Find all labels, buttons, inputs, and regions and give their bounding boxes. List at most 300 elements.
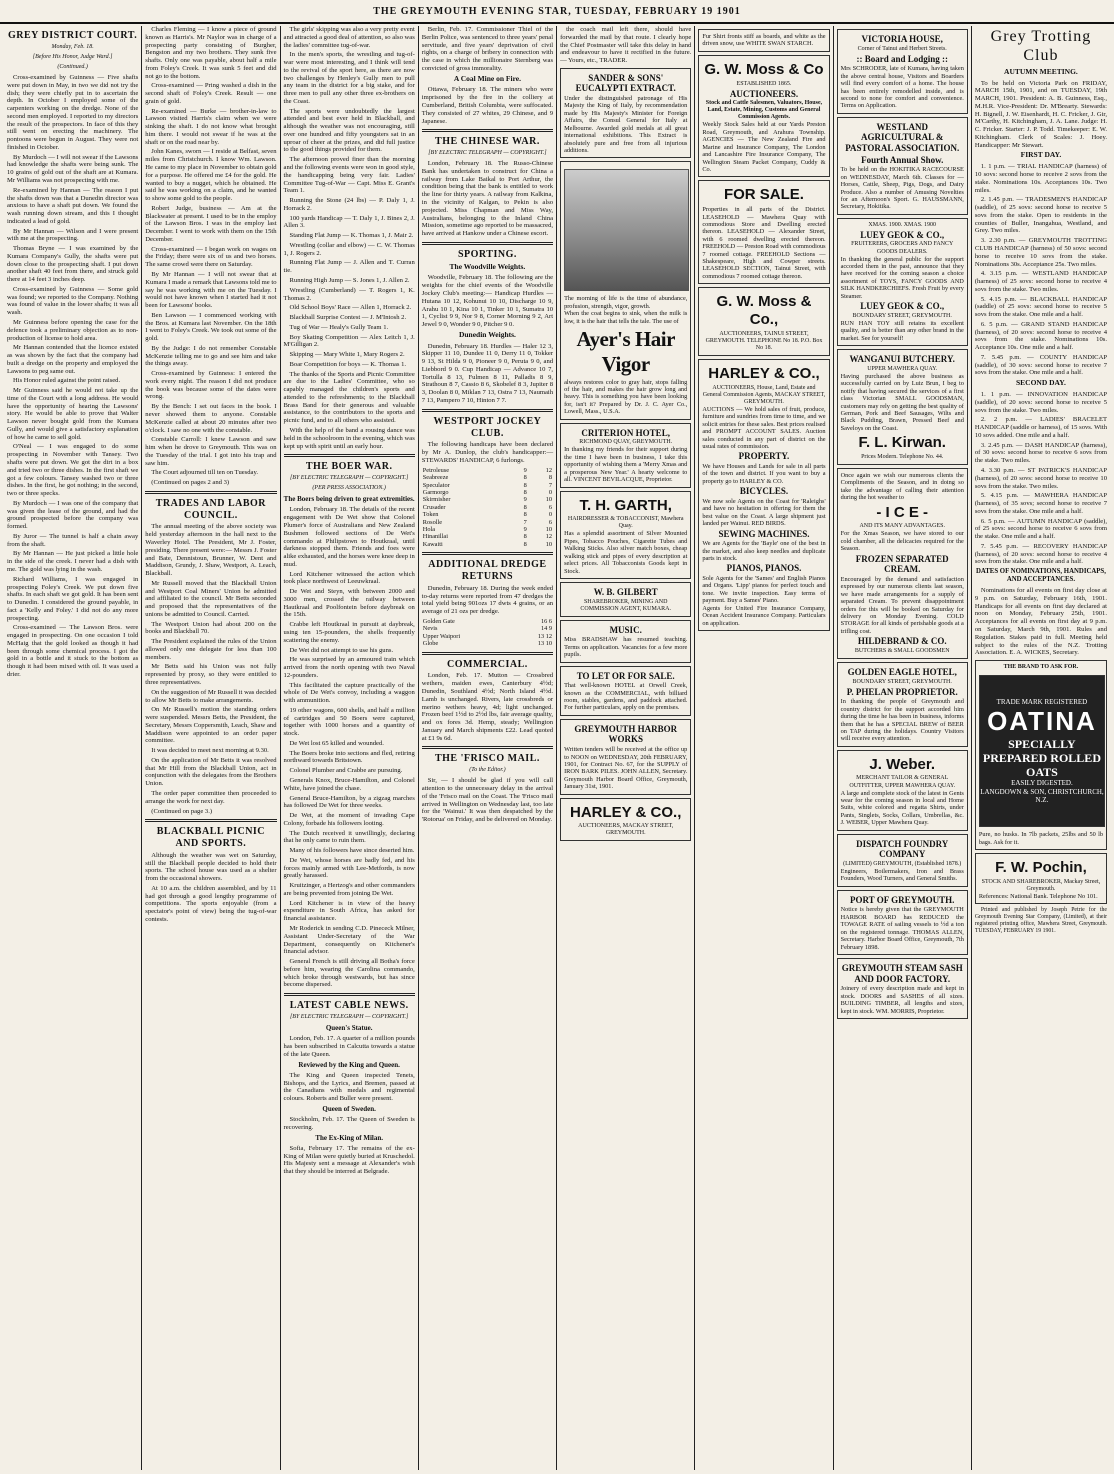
paragraph: The afternoon proved finer than the morning and the following events were won in good style, the handicapping being very fair. Ladies' Committee Tug-of-War — Capt. Miss E. Grant's Team 1. xyxy=(283,156,415,195)
table-cell: 7 xyxy=(548,481,553,489)
paragraph: Ben Lawson — I commenced working with the Bros. at Kumara last November. On the 18th I went to Foley's Creek. We took out some of the gold. xyxy=(145,311,277,343)
meeting-body: To be held on Victoria Park on FRIDAY, MARCH 15th, 1901, and on TUESDAY, 19th MARCH, 1901. President: A. B. Guinness, Esq., M.H.R. Vice-President: Dr. M'Brearty. Stewards: H. Bignell, J. W. Eisenhardt, H. C. Fricker, J. Gir, M'Carthy, H. Kitchingham, J. A. Lane. Judge: H. C. Fricker. Starter: J. P. Todd. Timekeeper: E. W. Kitchingham. Clerk of Scales: J. Hoey. Handicapper: Mr Stewart. xyxy=(974,79,1107,149)
let-sale-ad xyxy=(560,666,691,716)
paragraph: the coach mail left there, should have forwarded the mail by that route. I clearly hope the Chief Postmaster will take this delay in hand and endeavour to have it rectified in the future. — Yours, etc., TRADER. xyxy=(560,26,692,65)
boer-war-body xyxy=(284,506,415,989)
harley-body: AUCTIONS — We hold sales of fruit, produce, furniture and sundries from time to time, and we solicit entries for these sales. Best prices realised and PROMPT ACCOUNT SALES. Auction sales conducted in any part of district on the usual rates of commission. xyxy=(702,405,826,450)
table-cell: 0 xyxy=(548,488,553,496)
garth-ad xyxy=(560,491,691,579)
moss-2-name: G. W. Moss & Co., xyxy=(716,293,812,328)
table-cell: 8 xyxy=(523,540,527,548)
table-cell: Hinanillai xyxy=(422,533,448,541)
paragraph: This facilitated the capture practically of the whole of De Wet's convoy, including a waggon with ammunition. xyxy=(283,681,415,705)
criterion-ad xyxy=(560,423,691,488)
luey-sub: FRUITERERS, GROCERS AND FANCY GOODS DEALERS. xyxy=(851,241,954,255)
table-row xyxy=(422,533,553,540)
table-cell: Garmorgo xyxy=(422,488,449,496)
boer-war-heading: THE BOER WAR. xyxy=(305,461,393,473)
news-item-body: The King and Queen inspected Tenets, Bishops, and the Lyrics, and Bremen, passed at the Canadians with medals and regimental colours. Roberts and Buller were present. xyxy=(283,1071,415,1103)
column-6 xyxy=(695,26,833,1470)
picnic-heading: BLACKBALL PICNIC AND SPORTS. xyxy=(156,826,266,850)
paragraph: The thanks of the Sports and Picnic Committee are due to the Ladies' Committee, who so capably managed the children's sports and attended to the refreshments; to the Blackball Brass Band for their generous and valuable assistance, to the contributors to the sports and picnic fund, and to all others who assisted. xyxy=(283,370,415,425)
table-cell: Rosolle xyxy=(422,518,443,526)
ice-heading: - I C E - xyxy=(876,503,929,521)
westport-body: The following handicaps have been declared by Mr A. Dunlop, the club's handicapper:— STEWARDS' HANDICAP, 6 furlongs. xyxy=(421,441,554,464)
berlin-body xyxy=(422,26,553,73)
news-item-title: Reviewed by the King and Queen. xyxy=(298,1060,400,1069)
cable-news-source: [BY ELECTRIC TELEGRAPH — COPYRIGHT.] xyxy=(289,1013,409,1020)
paragraph: At 10 a.m. the children assembled, and by 11 had got through a good lengthy programme of competitions. The sports enjoyable (from a spectator's point of view) being the tug-of-war contests. xyxy=(145,884,277,923)
woodville-body: Woodville, February 18. The following are the weights for the chief events of the Woodville Jockey Club's meeting:— Handicap Hurdles — Hutana 10 12, Kohunui 10 10, Discharge 10 9, Arahu 10 1, Kina 10 1, Tinker 10 1, Sumatra 10 1, Cyclist 9 9, Nor 9 8, Corner Morning 9 2, Art Jewel 9 0, Wonder 9 0, Pitcher 9 0. xyxy=(421,274,554,329)
paragraph: Wrestling (collar and elbow) — C. W. Thomas 1, J. Rogers 2. xyxy=(283,241,415,257)
paragraph: The Boers broke into sections and fled, retiring northward towards Britstown. xyxy=(283,749,415,765)
criterion-sub: RICHMOND QUAY, GREYMOUTH. xyxy=(579,439,673,446)
masthead-title: THE GREYMOUTH EVENING STAR, TUESDAY, FEBRUARY 19 1901 xyxy=(373,5,741,17)
table-cell: 10 xyxy=(545,540,553,548)
paragraph: Lord Kitchener witnessed the action which took place northwest of Leeuwkraal. xyxy=(283,570,415,586)
news-item-body: Stockholm, Feb. 17. The Queen of Sweden is recovering. xyxy=(283,1116,415,1131)
chinese-war-source: [BY ELECTRIC TELEGRAPH — COPYRIGHT.] xyxy=(428,150,547,157)
paragraph: Kruitzinger, a Hertzog's and other commanders are being prevented from joining De Wet. xyxy=(283,882,415,897)
oatina-digest: EASILY DIGESTED. xyxy=(1011,779,1073,788)
westport-heading: WESTPORT JOCKEY CLUB. xyxy=(433,415,542,439)
hildebrand-name: HILDEBRAND & CO. xyxy=(857,636,947,647)
paragraph: By Murdoch — I will not swear if the Lawsons had knowledge the shafts were being sunk. The 10 grains of gold out of the shaft are at Kumara. Mr Williams was not prospecting with me. xyxy=(7,153,139,184)
moss-sub: AUCTIONEERS. xyxy=(729,88,799,99)
paragraph: John Kanes, sworn — I reside at Belfast, seven miles from Christchurch. I know Wm. Lawson. He came to my place in November to obtain gold for a purpose. He offered me £4 for the gold. He wanted to buy a nugget, which he obtained. He said he was working on a claim, and he wanted to show some gold to the people. xyxy=(145,148,277,203)
table-cell: 8 xyxy=(523,533,527,541)
column-2 xyxy=(142,26,280,1470)
table-row xyxy=(422,511,553,518)
paragraph: Lord Kitchener is in view of the heavy expenditure in South Africa, has asked for financial assistance. xyxy=(283,899,415,923)
table-cell: Nevis xyxy=(422,625,438,633)
frisco-sub: (To the Editor.) xyxy=(469,767,506,774)
table-cell: 10 xyxy=(545,496,553,504)
paragraph: By the Judge: I do not remember Constable McKenzie telling me to go and see him and take the things away. xyxy=(145,344,277,368)
starch-body: Fur Shirt fronts stiff as boards, and white as the driven snow, use WHITE SWAN STARCH. xyxy=(702,33,826,48)
dredge-table xyxy=(422,618,553,648)
table-cell: 8 xyxy=(523,511,527,519)
sanders-heading: SANDER & SONS' EUCALYPTI EXTRACT. xyxy=(575,72,676,94)
golden-eagle-sub: BOUNDARY STREET, GREYMOUTH. xyxy=(852,678,952,685)
table-row xyxy=(422,504,553,511)
ice-body: For the Xmas Season, we have stored to our cold chamber, all the delicacies required for the Season. xyxy=(840,530,964,553)
table-cell: 10 xyxy=(545,526,553,534)
luey-2-name: LUEY GEOK & CO., xyxy=(860,301,945,312)
luey-2-body: RUN HAN TOY still retains its excellent quality, and is better than any other brand in the market. See for yourself! xyxy=(840,319,964,342)
westland-heading: WESTLAND AGRICULTURAL & PASTORAL ASSOCIATION. xyxy=(845,121,960,154)
oatina-ad xyxy=(975,660,1107,850)
paragraph: On the application of Mr Betts it was resolved that Mr Hill from the Blackball Union, act in conjunction with the delegates from the Brothers Union. xyxy=(145,756,277,788)
cream-heading: FROZEN SEPARATED CREAM. xyxy=(855,553,949,575)
paragraph: The order paper committee then proceeded to arrange the work for next day. xyxy=(145,789,277,805)
trades-body xyxy=(145,523,276,815)
woodville-heading: The Woodville Weights. xyxy=(449,261,526,271)
bicycles-body: We now sole Agents on the Coast for 'Raleighs' and have no hesitation in offering for them the best value on the Coast. A large shipment just landed per Wainui. RED BIRDS. xyxy=(702,497,826,528)
dunedin-body: Dunedin, February 18. Hurdles — Haler 12 3, Skipper 11 10, Dundee 11 0, Derry 11 0, Tokker 9 13, St Hilda 9 0, Pioneer 9 0, Peruta 9 0, and Liebbord 9 0. Cup Handicap — Advance 10 7, Tortulla 8 13, Fulmen 8 11, Palladis 8 9, Strathoun 8 7, Cassio 8 6, Skobelef 8 3, Jupiter 8 3, Doolan 8 0, Miklan 7 13, Ostra 7 13, Naumaih 7 13, Pampero 7 10, Hinton 7 7. xyxy=(421,342,554,404)
kirwan-sub: Prices Modern. Telephone No. 44. xyxy=(861,453,944,460)
paragraph: De Wet, whose horses are badly fed, and his forces mainly armed with Lee-Metfords, is now greatly harassed. xyxy=(283,856,415,880)
moss-2-ad xyxy=(698,287,829,356)
paragraph: Boar Competition for boys — K. Thomas 1. xyxy=(289,360,407,368)
news-item-body: Sofia, February 17. The remains of the ex-King of Milan were quietly buried at Kruschedol. His Majesty sent a message at Alexander's wish that they should be interred at Belgrade. xyxy=(283,1144,415,1176)
dates-heading: DATES OF NOMINATIONS, HANDICAPS, AND ACCEPTANCES. xyxy=(975,568,1106,584)
table-cell: 9 xyxy=(523,526,527,534)
paragraph: By Mr Hannan — Wilson and I were present with me at the prospecting. xyxy=(7,227,139,243)
paragraph: (Continued on page 3.) xyxy=(151,807,213,815)
table-cell: Petroleuse xyxy=(422,466,450,474)
divider xyxy=(422,242,553,245)
paragraph: De Wet, at the moment of invading Cape Colony, forbade his followers looting. xyxy=(283,812,415,827)
paragraph: Thomas Bryne — I was examined by the Kumara Company's Gully, the shafts were put down close to the prospecting shaft. I put down another shaft 40 feet from there, and struck gold there at 14 feet 3 inches deep. xyxy=(7,245,139,284)
paragraph: De Wet and Steyn, with between 2000 and 3000 men, crossed the railway between Hautkraal and Poolfontein before daybreak on the 15th. xyxy=(283,588,415,619)
paragraph: Constable Carroll: I knew Lawson and saw him when he drove to Greymouth. This was on the Tuesday of the trial. I got into his trap and saw him. xyxy=(145,436,277,467)
paragraph: 5. 4.15 p.m. — BLACKBALL HANDICAP (saddle) of 25 sovs: second horse to receive 5 sovs from the stake. One mile and a half. xyxy=(974,295,1107,319)
divider xyxy=(422,746,553,749)
paragraph: 100 yards Handicap — T. Daly 1, J. Bines 2, J. Allen 3. xyxy=(283,214,415,230)
ayer-intro: When the coat begins to sink, when the milk is low, it is the hair that tells the tale. The use of xyxy=(564,310,688,325)
paragraph: It was decided to meet next morning at 9.30. xyxy=(151,747,269,755)
dates-body: Nominations for all events on first day close at 9 p.m. on Saturday, February 16th, 1901. Handicaps for all events on first day declared at noon on Monday, February 25th, 1901. Acceptances for all events on first day at 9 p.m. on Saturday, March 9th, 1901. Rules and Regulation. Stakes paid in full. Meeting held subject to the rules of the N.Z. Trotting Association. E. A. WICKES, Secretary. xyxy=(974,587,1107,657)
paragraph: London, February 18. The details of the recent engagement with De Wet show that Colonel Plumer's force of Australians and New Zealand Bushmen followed sections of De Wet's commando at Philipstown to Houtkraal, until darkness stopped them. Friends and foes were alike exhausted, and the horses were knee deep in mud. xyxy=(283,506,415,568)
paragraph: Running High Jump — S. Jones 1, J. Allen 2. xyxy=(289,276,410,284)
table-row xyxy=(422,625,553,632)
news-item-body: London, Feb. 17. A quarter of a million pounds has been subscribed in Calcutta towards a statue of the late Queen. xyxy=(283,1035,415,1058)
for-sale-ad xyxy=(698,180,829,284)
table-cell: Upper Waipori xyxy=(422,632,461,640)
cream-body: Encouraged by the demand and satisfaction expressed by our numerous clients last season, we have made arrangements for a supply of separated Cream. To prevent disappointment orders for this will be booked on Saturday for delivery on Monday Evening. COLD STORAGE for all kinds of perishable goods at a trifling cost. xyxy=(840,575,964,635)
paragraph: 19 other wagons, 600 shells, and half a million of cartridges and 50 Boers were captured, together with 1000 horses and a quantity of stock. xyxy=(283,706,415,738)
first-day-events xyxy=(975,163,1107,377)
starch-ad xyxy=(698,29,829,52)
paragraph: Old School Boys' Race — Allen 1, Horrack 2. xyxy=(289,304,412,312)
table-cell: 8 xyxy=(523,503,527,511)
paragraph: His Honor ruled against the point raised. xyxy=(13,377,121,385)
divider xyxy=(422,552,553,555)
paragraph: Charles Fleming — I know a piece of ground known as Harris's. Mr Naylor was in charge of a prospecting party consisting of Burgher, Bengston and my two brothers. They sunk five shafts. Only one was payable, about half a mile from Foley's Creek. It was sunk 5 feet and did not go to the bottom. xyxy=(145,26,277,80)
paragraph: The President explained the rules of the Union allowed only one delegate for less than 100 members. xyxy=(145,638,277,661)
oatina-logo xyxy=(979,675,1105,827)
news-item-title: Queen of Sweden. xyxy=(322,1104,376,1113)
table-cell: 6 xyxy=(548,518,553,526)
table-cell: Speculator xyxy=(422,481,450,489)
second-day-heading: SECOND DAY. xyxy=(1015,378,1066,388)
table-cell: 14 9 xyxy=(541,625,553,633)
paragraph: Standing Flat Jump — K. Thomas 1, J. Mair 2. xyxy=(289,232,414,240)
table-cell: 8 xyxy=(523,481,527,489)
paragraph: Mr Hannan contended that the licence existed as was shown by the fact that the company had built a dredge on the property and employed the Lawsons to peg same out. xyxy=(7,344,139,375)
weber-ad xyxy=(837,750,968,831)
paragraph: De Wet lost 65 killed and wounded. xyxy=(289,739,384,747)
pianos-heading: PIANOS, PIANOS. xyxy=(726,563,802,574)
paragraph: Mr Betts said his Union was not fully represented by proxy, so they were entitled to three representatives. xyxy=(145,663,277,687)
morris-heading: GREYMOUTH STEAM SASH AND DOOR FACTORY. xyxy=(841,963,963,984)
second-day-events xyxy=(975,391,1107,566)
ice-intro: Once again we wish our numerous clients the Compliments of the Season, and in doing so take the advantage of calling their attention during the hot weather to xyxy=(840,471,964,502)
pochin-name: F. W. Pochin, xyxy=(995,859,1087,876)
column-4 xyxy=(419,26,557,1470)
news-item-title: The Ex-King of Milan. xyxy=(315,1133,383,1142)
ice-ad xyxy=(837,468,968,659)
moss-ad xyxy=(698,55,829,178)
table-cell: 7 xyxy=(523,518,527,526)
phelan-body: In thanking the people of Greymouth and country district for the support accorded him during the time he has been in business, informs them that he has a SPECIAL BREW of BEER on TAP during the holidays. Country Visitors will receive every attention. xyxy=(840,698,964,743)
for-sale-heading: FOR SALE. xyxy=(723,186,804,204)
table-cell: 8 xyxy=(548,474,553,482)
paragraph: 2. 1.45 p.m. — TRADESMEN'S HANDICAP (saddle), of 25 sovs: second horse to receive 5 sovs from the stake. Open to residents in the counties of Buller, Inangahua, Westland, and Grey. Two miles. xyxy=(974,196,1107,235)
weber-sub: MERCHANT TAILOR & GENERAL OUTFITTER, UPPER MAWHERA QUAY. xyxy=(849,775,956,789)
paragraph: (Continued on pages 2 and 3) xyxy=(151,479,230,487)
victoria-body: Mrs SCHRODER, late of Kumara, having taken the above central house, Visitors and Boarders will find every comfort of a home. The house has been entirely remodelled inside, and is second to none for comfort and convenience. Terms on Application. xyxy=(840,65,964,110)
weber-body: A large and complete stock of the latest in Gents wear for the coming season in local and Home Suits, white colored and regatta Shirts, under Pants, Singlets, Socks, Collars, Umbrellas, &c. J. WEBER, Upper Mawhera Quay. xyxy=(840,789,964,827)
paragraph: 4. 3.30 p.m. — ST PATRICK'S HANDICAP (harness), of 20 sovs: second horse to receive 10 sovs from the stake. Two miles. xyxy=(974,466,1107,490)
table-row xyxy=(422,618,553,625)
weber-name: J. Weber. xyxy=(869,755,936,773)
table-cell: 12 xyxy=(545,466,553,474)
for-sale-body: Properties in all parts of the District. LEASEHOLD — Mawhera Quay with commodious Store and Dwelling erected thereon. LEASEHOLD — Alexander Street, with 6 roomed dwelling erected thereon. FREEHOLD — Preston Road with commodious 7 roomed cottage. FREEHOLD Sections — Shakespeare, High and Cowper streets. LEASEHOLD SECTION, Tainui Street, with commodious 7 roomed cottage thereon. xyxy=(702,206,826,280)
table-row xyxy=(422,482,553,489)
ayer-body: always restores color to gray hair, stops falling of the hair, and makes the hair grow long and heavy. This is something you have been looking for, isn't it? Prepared by Dr. J. C. Ayer Co., Lowell, Mass., U.S.A. xyxy=(564,378,688,416)
phelan-name: P. PHELAN PROPRIETOR. xyxy=(846,686,958,697)
paragraph: Crabbe left Houtkraal in pursuit at daybreak, using ten 15-pounders, the shells frequently scattering the enemy. xyxy=(283,621,415,644)
foundry-sub: (LIMITED) GREYMOUTH, (Established 1878.) xyxy=(843,860,962,867)
paragraph: Many of his followers have since deserted him. xyxy=(289,847,415,855)
boer-war-source: [BY ELECTRIC TELEGRAPH — COPYRIGHT.] xyxy=(289,475,409,482)
oatina-trademark: TRADE MARK REGISTERED xyxy=(996,698,1088,707)
paragraph: Running the Stone (24 lbs) — P. Daly 1, J. Horrack 2. xyxy=(283,197,415,212)
engraving-caption: The morning of life is the time of abundance, profusion, strength, vigor, growth. xyxy=(564,295,688,310)
harley-ad xyxy=(698,359,829,631)
dredge-heading: ADDITIONAL DREDGE RETURNS xyxy=(428,559,547,583)
table-cell: 9 xyxy=(523,496,527,504)
paragraph: Re-examined — Burke — brother-in-law to Lawson visited Harris's claim when we were sinking the shaft. I do not know what brought him there. I would not swear if he was at the shaft or on the road near by. xyxy=(145,107,277,146)
table-cell: Globe xyxy=(422,640,439,648)
meeting-heading: AUTUMN MEETING. xyxy=(1004,66,1078,76)
property-heading: PROPERTY. xyxy=(738,451,790,462)
cable-news-items xyxy=(284,1024,415,1176)
paragraph: Although the weather was wet on Saturday, still the Blackball people decided to hold their sports. The school house was used as a shelter from the occasional showers. xyxy=(145,851,277,883)
coal-mine-heading: A Coal Mine on Fire. xyxy=(453,73,521,83)
paragraph: Robert Judge, business — Am at the Blackwater at present. I used to be in the employ of the Lawson Bros. I was in the employ last December. I went to work with them on the 15th December. xyxy=(145,204,277,243)
divider xyxy=(284,993,415,996)
paragraph: Mr Roderick in sending C.D. Pinececk Milner, Assistant Under-Secretary of the War Department, consequently on Kitchener's financial advisor. xyxy=(283,925,415,956)
paragraph: Blackball Surprise Contest — J. M'Intosh 2. xyxy=(289,314,407,322)
harley-name: HARLEY & CO., xyxy=(708,364,820,382)
oatina-maker: LANGDOWN & SON, CHRISTCHURCH, N.Z. xyxy=(980,787,1104,804)
paragraph: Cross-examined — I began work on wages on the Friday; there were six of us and two horses. The same crowd were there on Saturday. xyxy=(145,245,277,269)
ice-sub: AND ITS MANY ADVANTAGES. xyxy=(859,523,945,530)
ayer-brand: Ayer's Hair Vigor xyxy=(576,327,675,376)
oatina-intro: THE BRAND TO ASK FOR. xyxy=(1003,664,1079,671)
paragraph: Mr Russell moved that the Blackball Union and Westport Coal Miners' Union be admitted and affiliated to the council. Mr Betts seconded and proposed that the representatives of the unions be admitted to Council. Carried. xyxy=(145,579,277,618)
criterion-heading: CRITERION HOTEL, xyxy=(581,427,670,438)
paragraph: General French is still driving all Botha's force before him, wearing the Carolina commando, which broke through westwards, but has since become dispersed. xyxy=(283,958,415,989)
kirwan-name: F. L. Kirwan. xyxy=(858,434,946,452)
paragraph: 6. 5 p.m. — AUTUMN HANDICAP (saddle), of 25 sovs: second horse to receive 6 sovs from the stake. One mile and a half. xyxy=(974,517,1107,541)
westland-body: To be held on the HOKITIKA RACECOURSE on WEDNESDAY, March 6th. Classes for — Horses, Cattle, Sheep, Pigs, Dogs, and Dairy Produce. Also a number of Amusing Novelties for an Afternoon's Sport. G. HAUSSMANN, Secretary, Hokitika. xyxy=(840,166,964,211)
wanganui-ad xyxy=(837,349,968,465)
golden-eagle-ad xyxy=(837,662,968,747)
paragraph: By Mr Hannan — I will not swear that at Kumara I made a remark that Lawsons told me to say he was working with me on the Tuesday. I would not have known when I started had it not been for Lawsons' books. xyxy=(145,270,277,310)
paragraph: 7. 5.45 p.m. — RECOVERY HANDICAP (harness), of 20 sovs: second horse to receive 4 sovs from the stake. One mile and a half. xyxy=(974,542,1107,566)
dunedin-heading: Dunedin Weights. xyxy=(458,329,516,339)
table-cell: 16 6 xyxy=(541,617,553,625)
table-row xyxy=(422,496,553,503)
picnic-body xyxy=(145,852,276,924)
column-7 xyxy=(834,26,972,1470)
bicycles-heading: BICYCLES. xyxy=(739,486,789,497)
foundry-ad xyxy=(837,834,968,887)
paragraph: Generals Knox, Bruce-Hamilton, and Colonel White, have joined the chase. xyxy=(283,776,415,792)
let-sale-body: That well-known HOTEL at Orwell Creek, known as the COMMERCIAL, with billiard room, stables, gardens, and paddock attached. For further particulars, apply on the premises. xyxy=(564,682,688,712)
paragraph: Wrestling (Cumberland) — T. Rogers 1, K. Thomas 2. xyxy=(283,286,415,302)
paragraph: Cross-examined — Pring washed a dish in the second shaft of Foley's Creek. Result — one grain of gold. xyxy=(145,82,277,105)
paragraph: Mr Guinness before opening the case for the defence took a preliminary objection as to non-production of license to hold area. xyxy=(7,319,139,342)
music-ad xyxy=(560,620,691,663)
paragraph: 1. 1 p.m. — TRIAL HANDICAP (harness) of 10 sovs: second horse to receive 2 sovs from the stake. Nominations 10s. Acceptances 10s. Two miles. xyxy=(974,163,1107,194)
paragraph: On the suggestion of Mr Russell it was decided to allow Mr Betts to make arrangements. xyxy=(145,688,277,704)
table-row xyxy=(422,467,553,474)
boer-war-title: The Boers being driven to great extremities. xyxy=(283,495,415,504)
paragraph: On Mr Russell's motion the standing orders were suspended. Messrs Betts, the President, the Secretary, Messrs Coppersmith, Leach, Shaw and Maddison were appointed to an order paper committee. xyxy=(145,706,277,745)
paragraph: The Dutch received it unwillingly, declaring that he only came to ruin them. xyxy=(283,829,415,845)
moss-name: G. W. Moss & Co xyxy=(704,60,824,78)
let-sale-heading: TO LET OR FOR SALE. xyxy=(576,670,675,681)
paragraph: By the Bench: I set out faces in the book. I never showed them to anyone. Constable McKenzie called at about 20 minutes after two o'clock. I saw no one with the constable. xyxy=(145,403,277,434)
table-cell: Skirmisher xyxy=(422,496,451,504)
moss-established: ESTABLISHED 1865. xyxy=(736,80,792,87)
music-heading: MUSIC. xyxy=(609,624,642,635)
sanders-ad xyxy=(560,68,691,159)
xmas-line: XMAS. 1900. XMAS. 1900 xyxy=(868,221,937,228)
table-cell: Token xyxy=(422,511,439,519)
gilbert-name: W. B. GILBERT xyxy=(593,586,658,597)
table-cell: Seabreeze xyxy=(422,474,449,482)
moss-title: Stock and Cattle Salesmen, Valuators, House, Land, Estate, Mining, Customs and General Commission Agents. xyxy=(705,100,823,121)
table-row xyxy=(422,489,553,496)
divider xyxy=(145,819,276,822)
paragraph: Cross-examined — The Lawson Bros. were engaged in prospecting. On one occasion I told McHaig that the gold looked as though it had been through some chemical process. I got the gold in a bottle and it stuck to the bottom as though it had been mixed with oil. It was used a drier. xyxy=(7,624,139,678)
victoria-sub: Corner of Tainui and Herbert Streets. xyxy=(857,45,947,52)
commercial-body: London, Feb. 17. Mutton — Crossbred wethers, maiden ewes, Canterbury 4½d; Dunedin, Southland 4½d; North Island 4½d. Lamb is unchanged. Rivers, late crossbreds or merino wethers heavy, 4d; light unchanged. Frozen beef 1½d to 2½d lbs, fair average quality, and ox fores 3d. Hemp, steady; Wellington January and March shipments £22. Lead quoted at £1 9s 6d. xyxy=(421,672,554,742)
table-cell: 13 12 xyxy=(537,632,553,640)
divider xyxy=(145,491,276,494)
paragraph: He was surprised by an armoured train which arrived from the north opening with two Naval 12-pounders. xyxy=(283,656,415,679)
table-cell: 12 xyxy=(545,533,553,541)
paragraph: 6. 5 p.m. — GRAND STAND HANDICAP (harness), of 20 sovs: second horse to receive 4 sovs from the stake. Nominations 10s. Acceptance 10s. One mile and a half. xyxy=(974,320,1107,352)
paragraph: With the help of the band a rousing dance was held in the schoolroom in the evening, which was kept up with spirit until an early hour. xyxy=(283,426,415,450)
column-1 xyxy=(4,26,142,1470)
sanders-body: Under the distinguished patronage of His Majesty the King of Italy, by recommendation made by His Majesty's Minister for Foreign Affairs, the Consul General for Italy at Melbourne. Awarded gold medals at all great international exhibitions. This Extract is absolutely pure and free from all injurious additions. xyxy=(564,95,688,154)
court-continued: (Continued.) xyxy=(57,63,88,70)
columns xyxy=(4,26,1110,1470)
paragraph: By Mr Hannan — He just picked a little hole in the side of the creek. I never had a dish with me. The gold was lying in the wash. xyxy=(7,550,139,573)
table-row xyxy=(422,640,553,647)
paragraph: By Juror — The tunnel is half a chain away from the shaft. xyxy=(7,532,139,548)
column-3 xyxy=(281,26,419,1470)
table-cell: 9 xyxy=(523,466,527,474)
divider xyxy=(422,409,553,412)
music-body: Miss BRADSHAW has resumed teaching. Terms on application. Vacancies for a few more pupils. xyxy=(564,636,688,659)
morris-body: Joinery of every description made and kept in stock. DOORS and SASHES of all sizes. BUILDING TIMBER, all lengths and sizes, kept in stock. WM. MORRIS, Proprietor. xyxy=(840,985,964,1015)
table-cell: Hola xyxy=(422,526,436,534)
moss-2-sub: AUCTIONEERS, TAINUI STREET, GREYMOUTH. TELEPHONE No 18. P.O. Box No 18. xyxy=(705,330,823,351)
commercial-heading: COMMERCIAL. xyxy=(447,658,528,670)
court-heading: GREY DISTRICT COURT. xyxy=(8,30,138,41)
imprint: Printed and published by Joseph Petrie for the Greymouth Evening Star Company, (Limited), at their registered printing office, Mawhera Street, Greymouth. TUESDAY, FEBRUARY 19 1901. xyxy=(974,907,1107,934)
paragraph: The sports were undoubtedly the largest attended and best ever held in Blackball, and although the weather was not encouraging, still over one hundred and fifty youngsters sat in an uproar of cheer at the prizes, and did full justice to the good things provided for them. xyxy=(283,107,415,154)
court-body-continued xyxy=(145,26,276,487)
oatina-caption: Pure, no husks. In 7lb packets, 25lbs and 50 lb bags. Ask for it. xyxy=(978,831,1103,846)
woman-engraving-image xyxy=(564,169,689,291)
sports-results xyxy=(284,26,415,450)
chinese-war-heading: THE CHINESE WAR. xyxy=(435,136,540,148)
oatina-brand: OATINA xyxy=(987,706,1097,737)
garth-sub: HAIRDRESSER & TOBACCONIST, Mawhera Quay. xyxy=(567,516,684,530)
paragraph: General Bruce-Hamilton, by a zigzag marches has followed De Wet for three weeks. xyxy=(283,794,415,810)
harley-bottom-name: HARLEY & CO., xyxy=(569,803,682,821)
paragraph: The annual meeting of the above society was held yesterday afternoon in the hall next to the Waverley Hotel. The President, Mr J. Foster, presiding. There present were:— Messrs J. Foster and Bate, Dennistoun, Brunner, W. Dent and Maddison, Grundy, J. Shaw, Westport, A. Leach, Blackball. xyxy=(145,523,277,578)
wanganui-heading: WANGANUI BUTCHERY. xyxy=(849,354,955,365)
paragraph: Richard Williams, I was engaged in prospecting Foley's Creek. We put down five shafts. In each shaft we got gold. It has been sent to Dunedin. I considered the ground payable, in fact a 'Kelly and Foley.' I did not do any more prospecting. xyxy=(7,575,139,622)
westland-ad xyxy=(837,117,968,215)
paragraph: Berlin, Feb. 17. Commissioner Thiel of the Berlin Police, was sentenced to three years' penal servitude, and five years' deprivation of civil rights, on a charge of bribery in connection with the case in which the millionaire Sternberg was convicted of gross immorality. xyxy=(421,26,554,72)
criterion-body: In thanking my friends for their support during the time I have been in business, I take this opportunity of wishing them a 'Merry Xmas and a prosperous New Year.' A hearty welcome to all. VINCENT BEVILACQUE, Proprietor. xyxy=(564,446,688,484)
court-body xyxy=(7,74,138,679)
sporting-heading: SPORTING. xyxy=(457,248,517,260)
table-cell: 8 xyxy=(523,474,527,482)
harley-sub: AUCTIONEERS, House, Land, Estate and General Commission Agents, MACKAY STREET, GREYMOUTH. xyxy=(702,384,826,405)
column-8 xyxy=(972,26,1110,1470)
paragraph: In the men's sports, the wrestling and tug-of-war were most interesting, and I think will tend to the revival of the sport here, as there are now two challenges by Henley's Gully men to pull any team in the district for a big stake, and for three men to pull any other three ex-brothers on the Coast. xyxy=(283,51,415,105)
sewing-heading: SEWING MACHINES. xyxy=(718,528,810,539)
garth-body: Has a splendid assortment of Silver Mounted Pipes, Tobacco Pouches, Cigarette Tubes and Walking Sticks. Also silver match boxes, cheap walking stick and pipes of every description at select prices. All Tobacconists Goods kept in Stock. xyxy=(564,530,688,575)
gilbert-sub: SHAREBROKER, MINING AND COMMISSION AGENT, KUMARA. xyxy=(580,598,671,612)
paragraph: Re-examined by Hannan — The reason I put the shafts down was that a Dunedin director was anxious to have a shaft put down. We found the wash running down stream, and this I thought indicated a lead of gold. xyxy=(7,186,139,225)
chinese-war-body: London, February 18. The Russo-Chinese Bank has undertaken to construct for China a railway from Lake Baikal to Port Arthur, the condition being that the bank is entitled to work the line for thirty years. A railway from Kalkina, in the vicinity of Kalgan, to Pekin is also projected. Miss Chapman and Miss Way, Australians, belonging to the Inland China Mission, sometime ago reported to be massacred, have arrived at Hankow under a Chinese escort. xyxy=(421,160,554,238)
pochin-ad xyxy=(975,853,1107,904)
column-5 xyxy=(557,26,695,1470)
harley-bottom-sub: AUCTIONEERS, MACKAY STREET, GREYMOUTH. xyxy=(578,823,674,837)
trotting-club-heading: Grey Trotting Club xyxy=(990,28,1092,64)
table-row xyxy=(422,526,553,533)
paragraph: Mr Guinness said he would not take up the time of the Court with a long address. He would have the opportunity of hearing the Lawsons' story. He would be able to prove that Walter Lawson never bought gold from the Kumara Gully, and would give a satisfactory explanation of how he came to sell gold. xyxy=(7,387,139,441)
table-cell: Kawaiti xyxy=(422,540,443,548)
handicap-table xyxy=(422,467,553,549)
table-cell: Crusader xyxy=(422,503,446,511)
port-body: Notice is hereby given that the GREYMOUTH HARBOR BOARD has REDUCED the TOWAGE RATE of sailing vessels to ½d a ton on the registered tonnage. THOMAS ALLEN, Secretary. Harbor Board Office, Greymouth, 7th February 1898. xyxy=(840,906,964,951)
paragraph: By Murdoch — I was one of the company that was given the lease of the ground, and had the ground prospected before the company was formed. xyxy=(7,499,139,531)
paragraph: Cross-examined by Guinness: I entered the work every night. The reason I did not produce the book was because some of the dates were wrong. xyxy=(145,370,277,401)
cable-news-heading: LATEST CABLE NEWS. xyxy=(289,1000,409,1012)
table-cell: 8 xyxy=(523,488,527,496)
table-row xyxy=(422,474,553,481)
luey-name: LUEY GEOK & CO., xyxy=(860,229,945,240)
coal-mine-body: Ottawa, February 18. The miners who were imprisoned by the fire in the colliery at Cumberland, British Columbia, were suffocated. They consisted of 27 whites, 29 Chinese, and 9 Japanese. xyxy=(421,86,554,125)
table-cell: 6 xyxy=(548,503,553,511)
table-row xyxy=(422,519,553,526)
wanganui-body: Having purchased the above business as successfully carried on by Luiz Brun, I beg to notify that having secured the services of a first class Victorian SMALL GOODSMAN, customers may rely on getting the best quality of German, Pork and Beef Sausages, Wilts and Black Pudding, Brawn, Pressed Beef and Saveloys on the Coast. xyxy=(840,372,964,432)
court-dateline: Monday, Feb. 18. xyxy=(51,43,94,50)
pianos-body: Sole Agents for the 'Sames' and English Pianos and Organs. 'Lipp' pianos for perfect touch and tone. We invite inspection. Easy terms of payment. Buy a Sames' Piano. xyxy=(702,575,826,605)
paragraph: The girls' skipping was also a very pretty event and attracted a good deal of attention, so also was the ladies' committee tug-of-war. xyxy=(283,26,415,49)
pochin-sub: STOCK AND SHAREBROKER, Mackay Street, Greymouth. xyxy=(981,878,1101,892)
pochin-body: References: National Bank. Telephone No 101. xyxy=(978,892,1098,900)
harley-bottom-ad xyxy=(560,798,691,842)
paragraph: 1. 1 p.m. — INNOVATION HANDICAP (saddle), of 20 sovs: second horse to receive 5 sovs from the stake. Two miles. xyxy=(974,391,1107,414)
morris-ad xyxy=(837,958,968,1019)
sewing-body: We are Agents for the 'Bayle' one of the best in the market, and also keep needles and duplicate parts in stock. xyxy=(702,540,826,562)
